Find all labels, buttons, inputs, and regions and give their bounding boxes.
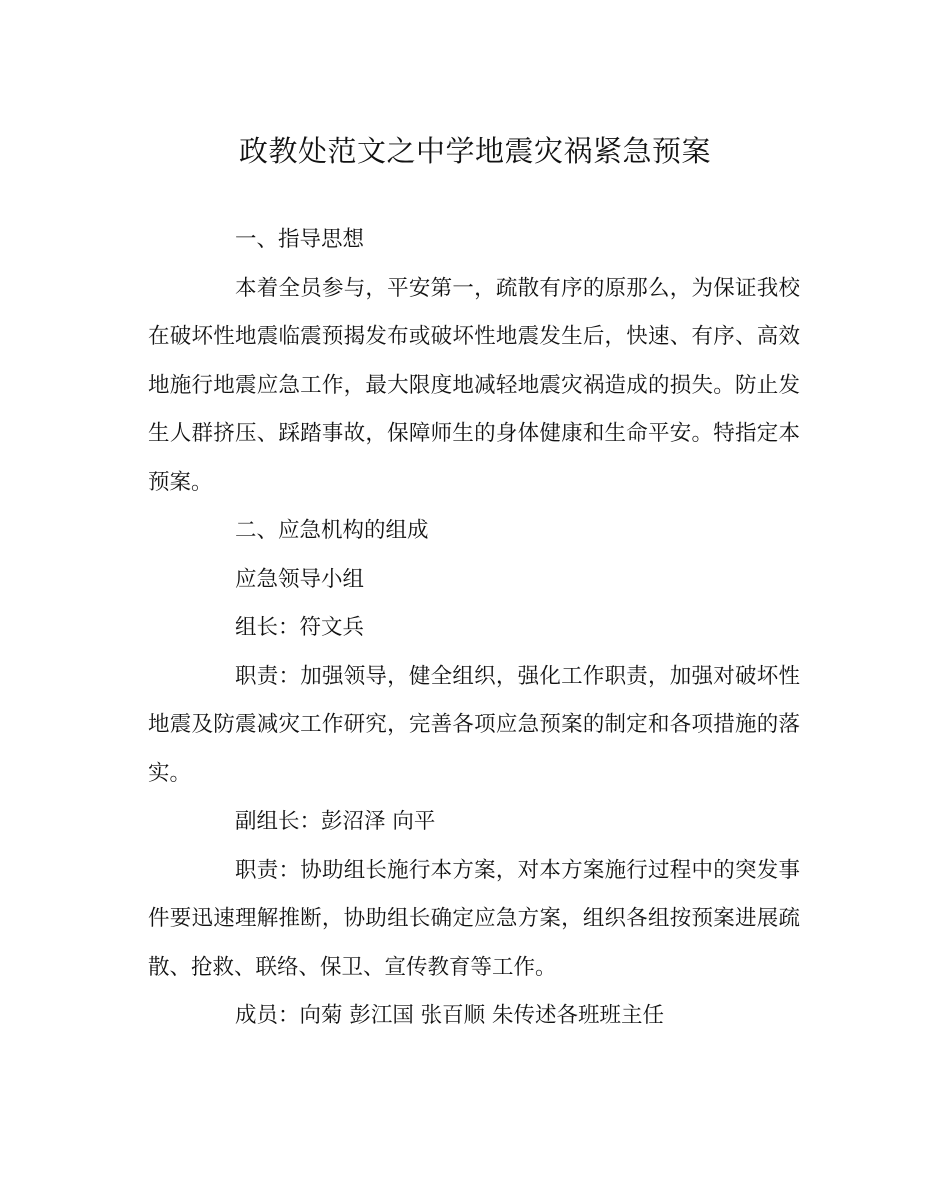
heading-guiding-ideology: 一、指导思想 <box>235 227 365 252</box>
group-members: 成员：向菊 彭江国 张百顺 朱传述各班班主任 <box>235 1003 665 1028</box>
group-leader: 组长：符文兵 <box>235 615 365 640</box>
subheading-leadership-group: 应急领导小组 <box>235 566 365 592</box>
document-body <box>148 216 800 1041</box>
document-title: 政教处范文之中学地震灾祸紧急预案 <box>238 134 711 168</box>
deputy-leader-duties: 职责：协助组长施行本方案，对本方案施行过程中的突发事件要迅速理解推断，协助组长确定应急方案，组织各组按预案进展疏散、抢救、联络、保卫、宣传教育等工作。 <box>148 857 800 980</box>
paragraph-guiding-ideology: 本着全员参与，平安第一，疏散有序的原那么，为保证我校在破坏性地震临震预揭发布或破坏性地震发生后，快速、有序、高效地施行地震应急工作，最大限度地减轻地震灾祸造成的损失。防止发生人群挤压、踩踏事故，保障师生的身体健康和生命平安。特指定本预案。 <box>148 275 800 495</box>
heading-emergency-organization: 二、应急机构的组成 <box>235 518 429 543</box>
group-leader-duties: 职责：加强领导，健全组织，强化工作职责，加强对破坏性地震及防震减灾工作研究，完善各项应急预案的制定和各项措施的落实。 <box>148 663 800 786</box>
deputy-group-leader: 副组长：彭沼泽 向平 <box>235 809 436 834</box>
